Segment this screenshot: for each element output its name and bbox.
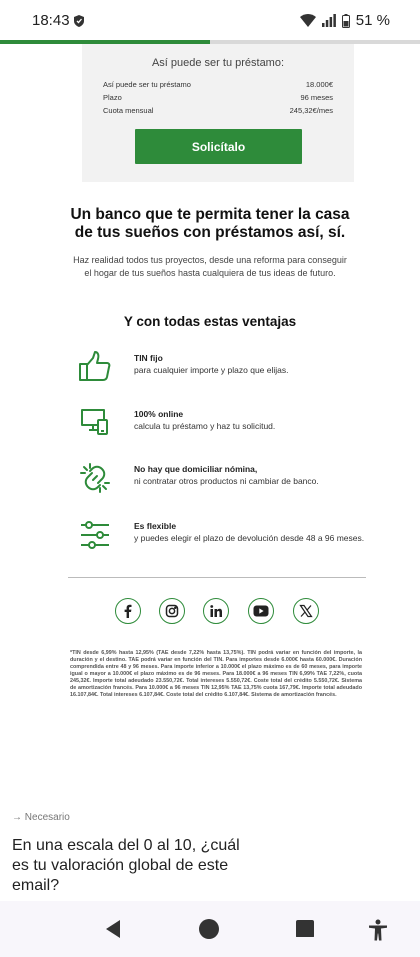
headline bbox=[60, 206, 360, 242]
accessibility-icon[interactable] bbox=[368, 919, 388, 946]
loan-row-term bbox=[103, 93, 333, 102]
broken-link-icon bbox=[78, 461, 112, 495]
thumbs-up-icon bbox=[78, 350, 112, 384]
benefit-title: No hay que domiciliar nómina, bbox=[134, 464, 258, 474]
arrow-right-icon: → bbox=[12, 812, 22, 823]
survey-required-tag bbox=[12, 812, 70, 823]
survey-question: En una escala del 0 al 10, ¿cuál es tu valoración global de este email? bbox=[12, 837, 240, 894]
wifi-icon bbox=[300, 14, 316, 27]
benefit-desc: para cualquier importe y plazo que elijas. bbox=[134, 365, 289, 375]
loan-row-label: Así puede ser tu préstamo bbox=[103, 80, 191, 89]
benefit-desc: calcula tu préstamo y haz tu solicitud. bbox=[134, 421, 276, 431]
loan-row-label: Plazo bbox=[103, 93, 122, 102]
loan-heading: Así puede ser tu préstamo: bbox=[151, 57, 285, 69]
instagram-icon[interactable] bbox=[159, 598, 185, 624]
survey-required-label: Necesario bbox=[24, 812, 70, 823]
benefit-item-flexible bbox=[78, 518, 378, 558]
home-icon[interactable] bbox=[199, 919, 219, 944]
sliders-icon bbox=[78, 518, 112, 552]
loan-row-label: Cuota mensual bbox=[103, 106, 154, 115]
divider bbox=[68, 577, 366, 578]
benefit-text bbox=[134, 463, 374, 487]
status-bar bbox=[0, 0, 420, 40]
back-icon[interactable] bbox=[104, 919, 122, 944]
recents-icon[interactable] bbox=[296, 919, 314, 942]
legal-disclaimer: *TIN desde 6,99% hasta 12,95% (TAE desde 7,22% hasta 13,75%). TIN podrá variar en función del importe, la duración y el destino. TAE podrá variar en función del TIN. Para importes desde 6.000€ hasta 60.000€. Duración comprendida entre 48 y 96 meses. Para importe inferior a 10.000€ el plazo máximo es de 60 meses, para importe igual o mayor a 10.000€ el plazo máximo es de 96 meses. Para 18.000€ a 96 meses TIN 6,99% TAE 7,22%, cuota 245,32€. Importe total adeudado 23.550,72€. Total intereses 5.550,72€. Coste total del crédito 5.550,72€. Sistema de amortización francés. Para 10.000€ a 96 meses TIN 12,95% TAE 13,75% cuota 167,79€. Importe total adeudado 16.107,84€. Total intereses 6.107,84€. Coste total del crédito 6.107,84€. Sistema de amortización francés. bbox=[70, 650, 362, 698]
signal-icon bbox=[322, 14, 336, 27]
loan-row-payment bbox=[103, 106, 333, 115]
loan-row-value: 245,32€/mes bbox=[289, 106, 333, 115]
benefits-title: Y con todas estas ventajas bbox=[123, 314, 297, 329]
headline-line-1: Un banco que te permita tener la casa bbox=[70, 206, 350, 223]
benefit-item-no-payroll bbox=[78, 461, 378, 501]
benefit-title: Es flexible bbox=[134, 521, 177, 531]
benefit-desc: y puedes elegir el plazo de devolución desde 48 a 96 meses. bbox=[134, 533, 365, 543]
benefit-item-tin-fijo bbox=[78, 350, 378, 390]
battery-icon bbox=[342, 14, 350, 28]
devices-icon bbox=[78, 406, 112, 440]
youtube-icon[interactable] bbox=[248, 598, 274, 624]
system-nav-bar bbox=[0, 901, 420, 957]
apply-button[interactable]: Solicítalo bbox=[135, 129, 302, 164]
benefit-text bbox=[134, 520, 374, 544]
status-time: 18:43 bbox=[32, 12, 70, 29]
benefit-item-online bbox=[78, 406, 378, 446]
loan-summary-box bbox=[82, 44, 354, 182]
facebook-icon[interactable] bbox=[115, 598, 141, 624]
linkedin-icon[interactable] bbox=[203, 598, 229, 624]
intro-text: Haz realidad todos tus proyectos, desde una reforma para conseguir el hogar de tus sueños hasta cualquiera de tus ideas de futuro. bbox=[73, 255, 347, 278]
status-indicators bbox=[300, 12, 390, 29]
loan-row-value: 96 meses bbox=[300, 93, 333, 102]
loan-row-amount bbox=[103, 80, 333, 89]
headline-line-2: de tus sueños con préstamos así, sí. bbox=[74, 224, 346, 241]
loan-row-value: 18.000€ bbox=[305, 80, 333, 89]
benefit-desc: ni contratar otros productos ni cambiar de banco. bbox=[134, 476, 319, 486]
benefit-text bbox=[134, 352, 374, 376]
benefit-title: 100% online bbox=[134, 409, 184, 419]
benefit-text bbox=[134, 408, 374, 432]
battery-percent: 51 % bbox=[355, 12, 390, 29]
benefit-title: TIN fijo bbox=[134, 353, 163, 363]
x-icon[interactable] bbox=[293, 598, 319, 624]
shield-icon bbox=[74, 14, 84, 32]
